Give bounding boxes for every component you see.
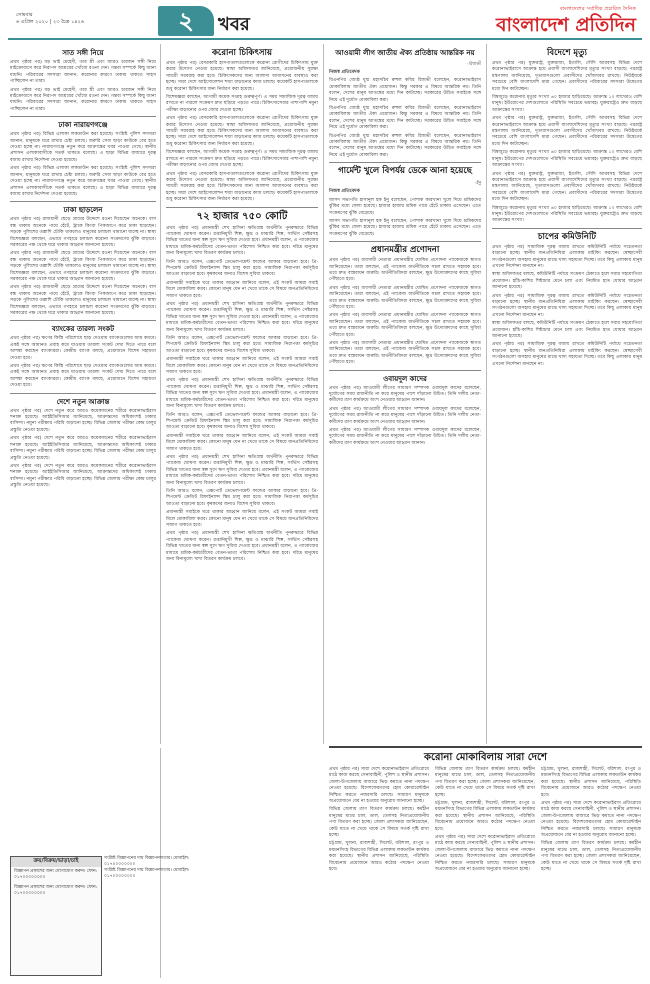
headline: করোনা মোকাবিলায় সারা দেশে — [424, 752, 547, 763]
article-text: বিএনপির জ্যেষ্ঠ যুগ্ম মহাসচিব রুহুল কবির রিজভী বলেছেন, করোনাভাইরাস মোকাবিলায় জাতীয় ঐক্য প্রয়োজন। কিন্তু সরকার এ বিষয়ে আন্তরিক নয়। তিনি বলেন, দেশের মানুষ আতঙ্কের মধ্যে দিন কাটাচ্ছে। সরকারের উচিত সবাইকে সঙ্গে নিয়ে এই দুর্যোগ মোকাবিলা করা। — [329, 106, 481, 131]
article-text: বিশ্বজুড়ে করোনায় মৃত্যুর সংখ্যা ৬০ হাজার ছাড়িয়েছে। আক্রান্ত ১০ লাখেরও বেশি মানুষ। ইউরোপের দেশগুলোতে পরিস্থিতি সবচেয়ে ভয়াবহ। যুক্তরাষ্ট্রেও দ্রুত বাড়ছে আক্রান্তের সংখ্যা। — [492, 95, 642, 113]
headline: দেশে নতুন আক্রান্ত — [56, 396, 110, 406]
article-text: প্রথম পৃষ্ঠার পর) যুক্তরাষ্ট্র, যুক্তরাজ্য, ইতালি, সৌদি আরবসহ বিভিন্ন দেশে করোনাভাইরাসে আক্রান্ত হয়ে প্রবাসী বাংলাদেশিদের মৃত্যুর সংখ্যা বাড়ছে। পররাষ্ট্র মন্ত্রণালয় জানিয়েছে, দূতাবাসগুলো প্রবাসীদের খোঁজখবর রাখছে। নিউইয়র্কে সবচেয়ে বেশি বাংলাদেশি মারা গেছেন। প্রবাসীদের পরিবারের সদস্যরা উদ্বেগের মধ্যে দিন কাটাচ্ছেন। — [492, 61, 642, 92]
bottom-article — [329, 750, 642, 976]
article-text: তিনি আরও বলেন, এক্সপোর্ট ডেভেলপমেন্ট ফান্ডের আকার বাড়ানো হবে। প্রি-শিপমেন্ট ক্রেডিট রিফাইন্যান্স স্কিম চালু করা হবে। সামাজিক নিরাপত্তা কর্মসূচির আওতা বাড়ানো হবে। কৃষকদের জন্যও বিশেষ সুবিধা থাকবে। — [166, 412, 318, 431]
divider — [329, 162, 481, 163]
headline: ৭২ হাজার ৭৫০ কোটি — [196, 210, 288, 222]
article-text: প্রথম পৃষ্ঠার পর) সামাজিক দূরত্ব বজায় রাখতে কমিউনিটি পর্যায়ে সচেতনতা বাড়ানো হচ্ছে। স্থানীয় জনপ্রতিনিধিরা এলাকায় মাইকিং করছেন। স্বেচ্ছাসেবী সংগঠনগুলো অসহায় মানুষের মাঝে খাদ্য সহায়তা দিচ্ছে। তবে কিছু এলাকায় মানুষ এখনো নির্দেশনা মানছেন না। — [492, 293, 642, 318]
article-text: প্রথম পৃষ্ঠার পর) রাজধানী ছেড়ে গ্রামের উদ্দেশে রওনা দিয়েছেন অনেকে। বাস বন্ধ থাকায় অনেকে পায়ে হেঁটে, ট্রাকে কিংবা পিকআপে করে ঢাকা ছাড়ছেন। সড়কে পুলিশের তল্লাশি চৌকি থাকলেও মানুষের চলাচল থামানো যাচ্ছে না। স্বাস্থ্য বিশেষজ্ঞরা বলছেন, এভাবে গণহারে চলাচল করোনা সংক্রমণের ঝুঁকি বাড়াবে। সরকারের পক্ষ থেকে ঘরে থাকার আহ্বান জানানো হয়েছে। — [10, 217, 156, 248]
article-text: প্রথম পৃষ্ঠার পর) আওয়ামী লীগের সাধারণ সম্পাদক ওবায়দুল কাদের বলেছেন, দুর্যোগের সময় রাজনীতি না করে মানুষের পাশে দাঁড়ানো উচিত। তিনি দলীয় নেতা-কর্মীদের ত্রাণ কার্যক্রমে অংশ নেওয়ার আহ্বান জানান। — [329, 428, 481, 446]
headline: গার্মেন্ট খুলে বিপর্যয় ডেকে আনা হয়েছে — [338, 166, 472, 177]
article-text: প্রথম পৃষ্ঠার পর) ব্যবসায়ী নেতারা প্রধানমন্ত্রীর ঘোষিত প্রণোদনা প্যাকেজকে স্বাগত জানিয়েছেন। তারা বলছেন, এই প্যাকেজ অর্থনীতিকে সচল রাখতে সহায়ক হবে। তবে দ্রুত বাস্তবায়ন জরুরি। অর্থনীতিবিদরা বলছেন, ক্ষুদ্র উদ্যোক্তাদের কাছে সুবিধা পৌঁছাতে হবে। — [329, 341, 481, 366]
column-divider — [323, 44, 324, 744]
ad-title: ক্রয়/বিক্রয়/ভাড়া/চাই — [11, 857, 101, 867]
article-text: প্রথম পৃষ্ঠার পর) দেশে নতুন করে আরও কয়েকজনের শরীরে করোনাভাইরাস শনাক্ত হয়েছে। আইইডিসিআর জানিয়েছে, আক্রান্তদের অধিকাংশই ঢাকার বাসিন্দা। নমুনা পরীক্ষার পরিধি বাড়ানো হচ্ছে। বিভিন্ন জেলায় পরীক্ষা কেন্দ্র চালুর প্রস্তুতি নেওয়া হয়েছে। — [10, 408, 156, 433]
headline: ঢাকা নারায়ণগঞ্জে — [58, 120, 108, 130]
divider — [329, 241, 481, 242]
article-text: জাসদ সভাপতি হাসানুল হক ইনু বলেছেন, পোশাক কারখানা খুলে দিয়ে শ্রমিকদের ঝুঁকির মধ্যে ফেলা হয়েছে। হাজার হাজার শ্রমিক পায়ে হেঁটে ঢাকায় এসেছেন। এতে সংক্রমণের ঝুঁকি বেড়েছে। — [329, 197, 481, 216]
article-text: প্রথম পৃষ্ঠার পর) বড় ভাই মেহেদী, তার স্ত্রী এবং আরও চারজন সঙ্গী নিয়ে মাইক্রোবাসে করে নিরাপদ আশ্রয়ের খোঁজে রওনা দেন। গন্তব্য সম্পর্কে কিছু জানা যায়নি। পরিবারের সদস্যরা জানান, করোনার কারণে ঢাকায় থাকতে সাহস পাচ্ছিলেন না তারা। — [10, 60, 156, 85]
bottom-subcolumn — [329, 767, 429, 876]
article-text: প্রথম পৃষ্ঠার পর) সামাজিক দূরত্ব বজায় রাখতে কমিউনিটি পর্যায়ে সচেতনতা বাড়ানো হচ্ছে। স্থানীয় জনপ্রতিনিধিরা এলাকায় মাইকিং করছেন। স্বেচ্ছাসেবী সংগঠনগুলো অসহায় মানুষের মাঝে খাদ্য সহায়তা দিচ্ছে। তবে কিছু এলাকায় মানুষ এখনো নির্দেশনা মানছেন না। — [492, 342, 642, 367]
ad-body: বিজ্ঞাপন প্রকাশের জন্য যোগাযোগ করুন। ফোন: ০১৭০০০০০০০০ — [14, 869, 98, 880]
article-text: প্রথম পৃষ্ঠার পর) আওয়ামী লীগের সাধারণ সম্পাদক ওবায়দুল কাদের বলেছেন, দুর্যোগের সময় রাজনীতি না করে মানুষের পাশে দাঁড়ানো উচিত। তিনি দলীয় নেতা-কর্মীদের ত্রাণ কার্যক্রমে অংশ নেওয়ার আহ্বান জানান। — [329, 406, 481, 425]
bottom-subcolumn — [435, 767, 535, 876]
article-text: প্রথম পৃষ্ঠার পর) বড় ভাই মেহেদী, তার স্ত্রী এবং আরও চারজন সঙ্গী নিয়ে মাইক্রোবাসে করে নিরাপদ আশ্রয়ের খোঁজে রওনা দেন। গন্তব্য সম্পর্কে কিছু জানা যায়নি। পরিবারের সদস্যরা জানান, করোনার কারণে ঢাকায় থাকতে সাহস পাচ্ছিলেন না তারা। — [10, 87, 156, 112]
article-text: প্রথম পৃষ্ঠার পর) সারা দেশে করোনাভাইরাস প্রতিরোধে মাঠে কাজ করছে সেনাবাহিনী, পুলিশ ও স্থানীয় প্রশাসন। জেলা-উপজেলায় বাজারে ভিড় কমাতে নানা পদক্ষেপ নেওয়া হয়েছে। বিদেশফেরতদের হোম কোয়ারেন্টাইন নিশ্চিত করতে নজরদারি চলছে। সাধারণ মানুষকে অপ্রয়োজনে বের না হওয়ার অনুরোধ জানানো হচ্ছে। — [435, 835, 535, 873]
logo-text: বাংলাদেশ প্রতিদিন — [495, 14, 636, 36]
column-4 — [492, 46, 642, 744]
article-text: প্রথম পৃষ্ঠার পর) রাজধানী ছেড়ে গ্রামের উদ্দেশে রওনা দিয়েছেন অনেকে। বাস বন্ধ থাকায় অনেকে পায়ে হেঁটে, ট্রাকে কিংবা পিকআপে করে ঢাকা ছাড়ছেন। সড়কে পুলিশের তল্লাশি চৌকি থাকলেও মানুষের চলাচল থামানো যাচ্ছে না। স্বাস্থ্য বিশেষজ্ঞরা বলছেন, এভাবে গণহারে চলাচল করোনা সংক্রমণের ঝুঁকি বাড়াবে। সরকারের পক্ষ থেকে ঘরে থাকার আহ্বান জানানো হয়েছে। — [10, 251, 156, 282]
masthead-rule — [8, 38, 642, 40]
headline: ওবায়দুল কাদের — [383, 373, 427, 383]
headline: প্রধানমন্ত্রীর প্রণোদনা — [370, 245, 440, 256]
article-text: প্রথম পৃষ্ঠার পর) ব্যবসায়ী নেতারা প্রধানমন্ত্রীর ঘোষিত প্রণোদনা প্যাকেজকে স্বাগত জানিয়েছেন। তারা বলছেন, এই প্যাকেজ অর্থনীতিকে সচল রাখতে সহায়ক হবে। তবে দ্রুত বাস্তবায়ন জরুরি। অর্থনীতিবিদরা বলছেন, ক্ষুদ্র উদ্যোক্তাদের কাছে সুবিধা পৌঁছাতে হবে। — [329, 258, 481, 283]
article-text: বিশ্বজুড়ে করোনায় মৃত্যুর সংখ্যা ৬০ হাজার ছাড়িয়েছে। আক্রান্ত ১০ লাখেরও বেশি মানুষ। ইউরোপের দেশগুলোতে পরিস্থিতি সবচেয়ে ভয়াবহ। যুক্তরাষ্ট্রেও দ্রুত বাড়ছে আক্রান্তের সংখ্যা। — [492, 205, 642, 224]
ad-fine-text: সংশ্লিষ্ট বিজ্ঞাপনের দায় বিজ্ঞাপনদাতার। মোবাইল: ০১৭০০০০০০০০ — [104, 856, 190, 867]
newspaper-logo — [496, 6, 636, 36]
article-text: প্রথম পৃষ্ঠার পর) প্রধানমন্ত্রী শেখ হাসিনা ক্ষতিগ্রস্ত অর্থনীতি পুনরুদ্ধারে বিভিন্ন প্যাকেজ ঘোষণা করেন। রপ্তানিমুখী শিল্প, ক্ষুদ্র ও মাঝারি শিল্প, সার্ভিস সেক্টরসহ বিভিন্ন খাতের জন্য স্বল্প সুদে ঋণ সুবিধা দেওয়া হবে। প্রধানমন্ত্রী বলেন, এ প্যাকেজের মাধ্যমে শ্রমিক-কর্মচারীদের বেতন-ভাতা পরিশোধ নিশ্চিত করা হবে। দরিদ্র মানুষের জন্য বিনামূল্যে খাদ্য বিতরণ কার্যক্রম চলবে। — [166, 454, 318, 486]
article-text: বিশেষজ্ঞরা বলছেন, আগামী কয়েক সপ্তাহ গুরুত্বপূর্ণ। এ সময় সামাজিক দূরত্ব বজায় রাখতে না পারলে সংক্রমণ দ্রুত ছড়িয়ে পড়তে পারে। চিকিৎসাসেবার পাশাপাশি নমুনা পরীক্ষা বাড়ানোর ওপর জোর দেওয়া হচ্ছে। — [166, 95, 318, 113]
article-text: তিনি আরও বলেন, এক্সপোর্ট ডেভেলপমেন্ট ফান্ডের আকার বাড়ানো হবে। প্রি-শিপমেন্ট ক্রেডিট রিফাইন্যান্স স্কিম চালু করা হবে। সামাজিক নিরাপত্তা কর্মসূচির আওতা বাড়ানো হবে। কৃষকদের জন্যও বিশেষ সুবিধা থাকবে। — [166, 488, 318, 507]
headline: বিদেশে মৃত্যু — [546, 48, 587, 58]
article-text: প্রধানমন্ত্রী সবাইকে ঘরে থাকার আহ্বান জানিয়ে বলেন, এই সংকট আমরা সবাই মিলে মোকাবিলা করব। কোনো মানুষ যেন না খেয়ে থাকে সে বিষয়ে জনপ্রতিনিধিদের সজাগ থাকতে হবে। — [166, 357, 318, 376]
article-text: প্রথম পৃষ্ঠার পর) সারা দেশে করোনাভাইরাস প্রতিরোধে মাঠে কাজ করছে সেনাবাহিনী, পুলিশ ও স্থানীয় প্রশাসন। জেলা-উপজেলায় বাজারে ভিড় কমাতে নানা পদক্ষেপ নেওয়া হয়েছে। বিদেশফেরতদের হোম কোয়ারেন্টাইন নিশ্চিত করতে নজরদারি চলছে। সাধারণ মানুষকে অপ্রয়োজনে বের না হওয়ার অনুরোধ জানানো হচ্ছে। — [541, 801, 641, 839]
article-text: বিভিন্ন জেলায় ত্রাণ বিতরণ কার্যক্রম চলছে। কর্মহীন মানুষের মাঝে চাল, ডাল, তেলসহ নিত্যপ্রয়োজনীয় পণ্য বিতরণ করা হচ্ছে। জেলা প্রশাসকরা জানিয়েছেন, কেউ যাতে না খেয়ে থাকে সে বিষয়ে সতর্ক দৃষ্টি রাখা হচ্ছে। — [541, 841, 641, 873]
article-text: প্রথম পৃষ্ঠার পর) দেশে নতুন করে আরও কয়েকজনের শরীরে করোনাভাইরাস শনাক্ত হয়েছে। আইইডিসিআর জানিয়েছে, আক্রান্তদের অধিকাংশই ঢাকার বাসিন্দা। নমুনা পরীক্ষার পরিধি বাড়ানো হচ্ছে। বিভিন্ন জেলায় পরীক্ষা কেন্দ্র চালুর প্রস্তুতি নেওয়া হয়েছে। — [10, 463, 156, 489]
article-text: প্রথম পৃষ্ঠার পর) ঋণের কিস্তি পরিশোধে ছাড় দেওয়ায় ব্যাংকগুলোর আয় কমবে। একই সঙ্গে আমানত প্রবাহ কমে যাওয়ায় তারল্য সংকট দেখা দিতে পারে বলে আশঙ্কা করছেন ব্যাংকাররা। কেন্দ্রীয় ব্যাংক বলছে, প্রয়োজনে বিশেষ সহায়তা দেওয়া হবে। — [10, 364, 156, 389]
headline: চাপের কমিউনিটি — [537, 231, 597, 242]
article-text: প্রথম পৃষ্ঠার পর) আওয়ামী লীগের সাধারণ সম্পাদক ওবায়দুল কাদের বলেছেন, দুর্যোগের সময় রাজনীতি না করে মানুষের পাশে দাঁড়ানো উচিত। তিনি দলীয় নেতা-কর্মীদের ত্রাণ কার্যক্রমে অংশ নেওয়ার আহ্বান জানান। — [329, 385, 481, 404]
article-text: প্রথম পৃষ্ঠার পর) প্রধানমন্ত্রী শেখ হাসিনা ক্ষতিগ্রস্ত অর্থনীতি পুনরুদ্ধারে বিভিন্ন প্যাকেজ ঘোষণা করেন। রপ্তানিমুখী শিল্প, ক্ষুদ্র ও মাঝারি শিল্প, সার্ভিস সেক্টরসহ বিভিন্ন খাতের জন্য স্বল্প সুদে ঋণ সুবিধা দেওয়া হবে। প্রধানমন্ত্রী বলেন, এ প্যাকেজের মাধ্যমে শ্রমিক-কর্মচারীদের বেতন-ভাতা পরিশোধ নিশ্চিত করা হবে। দরিদ্র মানুষের জন্য বিনামূল্যে খাদ্য বিতরণ কার্যক্রম চলবে। — [166, 531, 318, 563]
divider — [10, 320, 156, 321]
article-text: প্রথম পৃষ্ঠার পর) প্রধানমন্ত্রী শেখ হাসিনা ক্ষতিগ্রস্ত অর্থনীতি পুনরুদ্ধারে বিভিন্ন প্যাকেজ ঘোষণা করেন। রপ্তানিমুখী শিল্প, ক্ষুদ্র ও মাঝারি শিল্প, সার্ভিস সেক্টরসহ বিভিন্ন খাতের জন্য স্বল্প সুদে ঋণ সুবিধা দেওয়া হবে। প্রধানমন্ত্রী বলেন, এ প্যাকেজের মাধ্যমে শ্রমিক-কর্মচারীদের বেতন-ভাতা পরিশোধ নিশ্চিত করা হবে। দরিদ্র মানুষের জন্য বিনামূল্যে খাদ্য বিতরণ কার্যক্রম চলবে। — [166, 225, 318, 257]
article-text: প্রথম পৃষ্ঠার পর) যুক্তরাষ্ট্র, যুক্তরাজ্য, ইতালি, সৌদি আরবসহ বিভিন্ন দেশে করোনাভাইরাসে আক্রান্ত হয়ে প্রবাসী বাংলাদেশিদের মৃত্যুর সংখ্যা বাড়ছে। পররাষ্ট্র মন্ত্রণালয় জানিয়েছে, দূতাবাসগুলো প্রবাসীদের খোঁজখবর রাখছে। নিউইয়র্কে সবচেয়ে বেশি বাংলাদেশি মারা গেছেন। প্রবাসীদের পরিবারের সদস্যরা উদ্বেগের মধ্যে দিন কাটাচ্ছেন। — [492, 171, 642, 203]
column-1 — [10, 46, 156, 852]
masthead — [8, 6, 642, 40]
section-rule — [329, 746, 642, 748]
article-text: জাসদ সভাপতি হাসানুল হক ইনু বলেছেন, পোশাক কারখানা খুলে দিয়ে শ্রমিকদের ঝুঁকির মধ্যে ফেলা হয়েছে। হাজার হাজার শ্রমিক পায়ে হেঁটে ঢাকায় এসেছেন। এতে সংক্রমণের ঝুঁকি বেড়েছে। — [329, 218, 481, 237]
reporter: নিজস্ব প্রতিবেদক — [329, 70, 360, 75]
headline: সাত সঙ্গী নিয়ে — [62, 48, 104, 57]
headline: ঢাকা ছাড়লেন — [63, 205, 103, 215]
article-text: বিভিন্ন জেলায় ত্রাণ বিতরণ কার্যক্রম চলছে। কর্মহীন মানুষের মাঝে চাল, ডাল, তেলসহ নিত্যপ্রয়োজনীয় পণ্য বিতরণ করা হচ্ছে। জেলা প্রশাসকরা জানিয়েছেন, কেউ যাতে না খেয়ে থাকে সে বিষয়ে সতর্ক দৃষ্টি রাখা হচ্ছে। — [329, 807, 429, 839]
divider — [10, 201, 156, 202]
masthead-day: সোমবার — [16, 12, 33, 18]
divider — [10, 116, 156, 117]
article-text: প্রধানমন্ত্রী সবাইকে ঘরে থাকার আহ্বান জানিয়ে বলেন, এই সংকট আমরা সবাই মিলে মোকাবিলা করব। কোনো মানুষ যেন না খেয়ে থাকে সে বিষয়ে জনপ্রতিনিধিদের সজাগ থাকতে হবে। — [166, 510, 318, 528]
article-text: প্রথম পৃষ্ঠার পর) বিভিন্ন এলাকা লকডাউন করা হয়েছে। সংশ্লিষ্ট পুলিশ সদস্যরা জানান, মানুষকে ঘরে রাখার চেষ্টা চলছে। জরুরি সেবা ছাড়া কাউকে বের হতে দেওয়া হচ্ছে না। নারায়ণগঞ্জে নতুন করে আক্রান্তের খবর পাওয়া গেছে। স্থানীয় প্রশাসন এলাকাবাসীকে সতর্ক থাকতে বলেছে। এ ছাড়া বিভিন্ন বাজারে দূরত্ব বজায় রাখার নির্দেশনা দেওয়া হয়েছে। — [10, 166, 156, 197]
divider — [10, 393, 156, 394]
section-title: খবর — [218, 14, 250, 35]
column-divider — [486, 44, 487, 744]
masthead-date-block — [16, 12, 84, 26]
article-text: চট্টগ্রাম, খুলনা, রাজশাহী, সিলেট, বরিশাল, রংপুর ও ময়মনসিংহ বিভাগের বিভিন্ন এলাকায় লকডাউন কার্যকর করা হয়েছে। স্থানীয় প্রশাসন জানিয়েছে, পরিস্থিতি বিবেচনায় প্রয়োজনে আরও কঠোর পদক্ষেপ নেওয়া হবে। — [435, 801, 535, 832]
column-2 — [166, 46, 318, 976]
logo-tagline: বাংলাদেশের সর্বাধিক প্রচারিত দৈনিক — [559, 6, 636, 12]
article-text: প্রথম পৃষ্ঠার পর) যুক্তরাষ্ট্র, যুক্তরাজ্য, ইতালি, সৌদি আরবসহ বিভিন্ন দেশে করোনাভাইরাসে আক্রান্ত হয়ে প্রবাসী বাংলাদেশিদের মৃত্যুর সংখ্যা বাড়ছে। পররাষ্ট্র মন্ত্রণালয় জানিয়েছে, দূতাবাসগুলো প্রবাসীদের খোঁজখবর রাখছে। নিউইয়র্কে সবচেয়ে বেশি বাংলাদেশি মারা গেছেন। প্রবাসীদের পরিবারের সদস্যরা উদ্বেগের মধ্যে দিন কাটাচ্ছেন। — [492, 116, 642, 147]
article-text: চট্টগ্রাম, খুলনা, রাজশাহী, সিলেট, বরিশাল, রংপুর ও ময়মনসিংহ বিভাগের বিভিন্ন এলাকায় লকডাউন কার্যকর করা হয়েছে। স্থানীয় প্রশাসন জানিয়েছে, পরিস্থিতি বিবেচনায় প্রয়োজনে আরও কঠোর পদক্ষেপ নেওয়া হবে। — [329, 841, 429, 873]
article-text: বিভিন্ন জেলায় ত্রাণ বিতরণ কার্যক্রম চলছে। কর্মহীন মানুষের মাঝে চাল, ডাল, তেলসহ নিত্যপ্রয়োজনীয় পণ্য বিতরণ করা হচ্ছে। জেলা প্রশাসকরা জানিয়েছেন, কেউ যাতে না খেয়ে থাকে সে বিষয়ে সতর্ক দৃষ্টি রাখা হচ্ছে। — [435, 767, 535, 798]
article-text: তিনি আরও বলেন, এক্সপোর্ট ডেভেলপমেন্ট ফান্ডের আকার বাড়ানো হবে। প্রি-শিপমেন্ট ক্রেডিট রিফাইন্যান্স স্কিম চালু করা হবে। সামাজিক নিরাপত্তা কর্মসূচির আওতা বাড়ানো হবে। কৃষকদের জন্যও বিশেষ সুবিধা থাকবে। — [166, 336, 318, 354]
article-text: প্রথম পৃষ্ঠার পর) ব্যবসায়ী নেতারা প্রধানমন্ত্রীর ঘোষিত প্রণোদনা প্যাকেজকে স্বাগত জানিয়েছেন। তারা বলছেন, এই প্যাকেজ অর্থনীতিকে সচল রাখতে সহায়ক হবে। তবে দ্রুত বাস্তবায়ন জরুরি। অর্থনীতিবিদরা বলছেন, ক্ষুদ্র উদ্যোক্তাদের কাছে সুবিধা পৌঁছাতে হবে। — [329, 285, 481, 310]
article-text: চট্টগ্রাম, খুলনা, রাজশাহী, সিলেট, বরিশাল, রংপুর ও ময়মনসিংহ বিভাগের বিভিন্ন এলাকায় লকডাউন কার্যকর করা হয়েছে। স্থানীয় প্রশাসন জানিয়েছে, পরিস্থিতি বিবেচনায় প্রয়োজনে আরও কঠোর পদক্ষেপ নেওয়া হবে। — [541, 767, 641, 798]
article-text: বিশ্বজুড়ে করোনায় মৃত্যুর সংখ্যা ৬০ হাজার ছাড়িয়েছে। আক্রান্ত ১০ লাখেরও বেশি মানুষ। ইউরোপের দেশগুলোতে পরিস্থিতি সবচেয়ে ভয়াবহ। যুক্তরাষ্ট্রেও দ্রুত বাড়ছে আক্রান্তের সংখ্যা। — [492, 150, 642, 169]
divider — [492, 228, 642, 229]
article-text: প্রথম পৃষ্ঠার পর) রাজধানী ছেড়ে গ্রামের উদ্দেশে রওনা দিয়েছেন অনেকে। বাস বন্ধ থাকায় অনেকে পায়ে হেঁটে, ট্রাকে কিংবা পিকআপে করে ঢাকা ছাড়ছেন। সড়কে পুলিশের তল্লাশি চৌকি থাকলেও মানুষের চলাচল থামানো যাচ্ছে না। স্বাস্থ্য বিশেষজ্ঞরা বলছেন, এভাবে গণহারে চলাচল করোনা সংক্রমণের ঝুঁকি বাড়াবে। সরকারের পক্ষ থেকে ঘরে থাকার আহ্বান জানানো হয়েছে। — [10, 285, 156, 316]
article-text: প্রধানমন্ত্রী সবাইকে ঘরে থাকার আহ্বান জানিয়ে বলেন, এই সংকট আমরা সবাই মিলে মোকাবিলা করব। কোনো মানুষ যেন না খেয়ে থাকে সে বিষয়ে জনপ্রতিনিধিদের সজাগ থাকতে হবে। — [166, 433, 318, 452]
masthead-date: ৬ এপ্রিল ২০২০ | ২৩ চৈত্র ১৪২৬ — [16, 19, 85, 25]
article-text: প্রথম পৃষ্ঠার পর) দেশে নতুন করে আরও কয়েকজনের শরীরে করোনাভাইরাস শনাক্ত হয়েছে। আইইডিসিআর জানিয়েছে, আক্রান্তদের অধিকাংশই ঢাকার বাসিন্দা। নমুনা পরীক্ষার পরিধি বাড়ানো হচ্ছে। বিভিন্ন জেলায় পরীক্ষা কেন্দ্র চালুর প্রস্তুতি নেওয়া হয়েছে। — [10, 436, 156, 461]
article-text: প্রধানমন্ত্রী সবাইকে ঘরে থাকার আহ্বান জানিয়ে বলেন, এই সংকট আমরা সবাই মিলে মোকাবিলা করব। কোনো মানুষ যেন না খেয়ে থাকে সে বিষয়ে জনপ্রতিনিধিদের সজাগ থাকতে হবে। — [166, 280, 318, 299]
article-text: বিএনপির জ্যেষ্ঠ যুগ্ম মহাসচিব রুহুল কবির রিজভী বলেছেন, করোনাভাইরাস মোকাবিলায় জাতীয় ঐক্য প্রয়োজন। কিন্তু সরকার এ বিষয়ে আন্তরিক নয়। তিনি বলেন, দেশের মানুষ আতঙ্কের মধ্যে দিন কাটাচ্ছে। সরকারের উচিত সবাইকে সঙ্গে নিয়ে এই দুর্যোগ মোকাবিলা করা। — [329, 78, 481, 103]
byline: -ইনু — [474, 181, 481, 187]
divider — [166, 207, 318, 208]
article-text: প্রথম পৃষ্ঠার পর) বেসরকারি হাসপাতালগুলোকে করোনা রোগীদের চিকিৎসায় যুক্ত করার উদ্যোগ নেওয়া হয়েছে। স্বাস্থ্য অধিদফতর জানিয়েছে, প্রয়োজনীয় সুরক্ষা সামগ্রী সরবরাহ করা হবে। চিকিৎসকদের জন্য আলাদা আবাসনের ব্যবস্থাও করা হচ্ছে। সারা দেশে আইসোলেশন শয্যা বাড়ানোর কাজ চলছে। কয়েকটি হাসপাতালকে শুধু করোনা চিকিৎসার জন্য নির্ধারণ করা হয়েছে। — [166, 116, 318, 147]
article-text: স্বাস্থ্য অধিদফতর বলছে, কমিউনিটি পর্যায়ে সংক্রমণ ঠেকাতে হলে সবার সহযোগিতা প্রয়োজন। হাঁচি-কাশির শিষ্টাচার মেনে চলা এবং নিয়মিত হাত ধোয়ার আহ্বান জানানো হয়েছে। — [492, 321, 642, 340]
bottom-article-columns — [329, 767, 642, 876]
article-text: প্রথম পৃষ্ঠার পর) প্রধানমন্ত্রী শেখ হাসিনা ক্ষতিগ্রস্ত অর্থনীতি পুনরুদ্ধারে বিভিন্ন প্যাকেজ ঘোষণা করেন। রপ্তানিমুখী শিল্প, ক্ষুদ্র ও মাঝারি শিল্প, সার্ভিস সেক্টরসহ বিভিন্ন খাতের জন্য স্বল্প সুদে ঋণ সুবিধা দেওয়া হবে। প্রধানমন্ত্রী বলেন, এ প্যাকেজের মাধ্যমে শ্রমিক-কর্মচারীদের বেতন-ভাতা পরিশোধ নিশ্চিত করা হবে। দরিদ্র মানুষের জন্য বিনামূল্যে খাদ্য বিতরণ কার্যক্রম চলবে। — [166, 302, 318, 333]
article-text: প্রথম পৃষ্ঠার পর) ঋণের কিস্তি পরিশোধে ছাড় দেওয়ায় ব্যাংকগুলোর আয় কমবে। একই সঙ্গে আমানত প্রবাহ কমে যাওয়ায় তারল্য সংকট দেখা দিতে পারে বলে আশঙ্কা করছেন ব্যাংকাররা। কেন্দ্রীয় ব্যাংক বলছে, প্রয়োজনে বিশেষ সহায়তা দেওয়া হবে। — [10, 336, 156, 361]
ad-body: বিজ্ঞাপন প্রকাশের জন্য যোগাযোগ করুন। ফোন: ০১৭০০০০০০০০ — [14, 885, 98, 896]
bottom-subcolumn — [541, 767, 641, 876]
article-text: বিশেষজ্ঞরা বলছেন, আগামী কয়েক সপ্তাহ গুরুত্বপূর্ণ। এ সময় সামাজিক দূরত্ব বজায় রাখতে না পারলে সংক্রমণ দ্রুত ছড়িয়ে পড়তে পারে। চিকিৎসাসেবার পাশাপাশি নমুনা পরীক্ষা বাড়ানোর ওপর জোর দেওয়া হচ্ছে। — [166, 150, 318, 169]
headline: করোনা চিকিৎসায় — [211, 48, 273, 58]
classified-ad-box — [10, 856, 102, 976]
headline: ব্যাংকের তারল্য সংকট — [51, 324, 115, 334]
headline: আওয়ামী লীগ জাতীয় ঐক্য প্রতিষ্ঠায় আন্তরিক নয় — [335, 48, 475, 57]
article-text: প্রথম পৃষ্ঠার পর) বেসরকারি হাসপাতালগুলোকে করোনা রোগীদের চিকিৎসায় যুক্ত করার উদ্যোগ নেওয়া হয়েছে। স্বাস্থ্য অধিদফতর জানিয়েছে, প্রয়োজনীয় সুরক্ষা সামগ্রী সরবরাহ করা হবে। চিকিৎসকদের জন্য আলাদা আবাসনের ব্যবস্থাও করা হচ্ছে। সারা দেশে আইসোলেশন শয্যা বাড়ানোর কাজ চলছে। কয়েকটি হাসপাতালকে শুধু করোনা চিকিৎসার জন্য নির্ধারণ করা হয়েছে। — [166, 61, 318, 92]
article-text: প্রথম পৃষ্ঠার পর) সামাজিক দূরত্ব বজায় রাখতে কমিউনিটি পর্যায়ে সচেতনতা বাড়ানো হচ্ছে। স্থানীয় জনপ্রতিনিধিরা এলাকায় মাইকিং করছেন। স্বেচ্ছাসেবী সংগঠনগুলো অসহায় মানুষের মাঝে খাদ্য সহায়তা দিচ্ছে। তবে কিছু এলাকায় মানুষ এখনো নির্দেশনা মানছেন না। — [492, 244, 642, 269]
article-text: তিনি আরও বলেন, এক্সপোর্ট ডেভেলপমেন্ট ফান্ডের আকার বাড়ানো হবে। প্রি-শিপমেন্ট ক্রেডিট রিফাইন্যান্স স্কিম চালু করা হবে। সামাজিক নিরাপত্তা কর্মসূচির আওতা বাড়ানো হবে। কৃষকদের জন্যও বিশেষ সুবিধা থাকবে। — [166, 259, 318, 278]
article-text: স্বাস্থ্য অধিদফতর বলছে, কমিউনিটি পর্যায়ে সংক্রমণ ঠেকাতে হলে সবার সহযোগিতা প্রয়োজন। হাঁচি-কাশির শিষ্টাচার মেনে চলা এবং নিয়মিত হাত ধোয়ার আহ্বান জানানো হয়েছে। — [492, 272, 642, 291]
page-number-badge: ২ — [158, 6, 214, 36]
article-text: প্রথম পৃষ্ঠার পর) সারা দেশে করোনাভাইরাস প্রতিরোধে মাঠে কাজ করছে সেনাবাহিনী, পুলিশ ও স্থানীয় প্রশাসন। জেলা-উপজেলায় বাজারে ভিড় কমাতে নানা পদক্ষেপ নেওয়া হয়েছে। বিদেশফেরতদের হোম কোয়ারেন্টাইন নিশ্চিত করতে নজরদারি চলছে। সাধারণ মানুষকে অপ্রয়োজনে বের না হওয়ার অনুরোধ জানানো হচ্ছে। — [329, 767, 429, 805]
article-text: প্রথম পৃষ্ঠার পর) ব্যবসায়ী নেতারা প্রধানমন্ত্রীর ঘোষিত প্রণোদনা প্যাকেজকে স্বাগত জানিয়েছেন। তারা বলছেন, এই প্যাকেজ অর্থনীতিকে সচল রাখতে সহায়ক হবে। তবে দ্রুত বাস্তবায়ন জরুরি। অর্থনীতিবিদরা বলছেন, ক্ষুদ্র উদ্যোক্তাদের কাছে সুবিধা পৌঁছাতে হবে। — [329, 313, 481, 338]
article-text: প্রথম পৃষ্ঠার পর) প্রধানমন্ত্রী শেখ হাসিনা ক্ষতিগ্রস্ত অর্থনীতি পুনরুদ্ধারে বিভিন্ন প্যাকেজ ঘোষণা করেন। রপ্তানিমুখী শিল্প, ক্ষুদ্র ও মাঝারি শিল্প, সার্ভিস সেক্টরসহ বিভিন্ন খাতের জন্য স্বল্প সুদে ঋণ সুবিধা দেওয়া হবে। প্রধানমন্ত্রী বলেন, এ প্যাকেজের মাধ্যমে শ্রমিক-কর্মচারীদের বেতন-ভাতা পরিশোধ নিশ্চিত করা হবে। দরিদ্র মানুষের জন্য বিনামূল্যে খাদ্য বিতরণ কার্যক্রম চলবে। — [166, 378, 318, 410]
column-3 — [329, 46, 481, 744]
article-text: প্রথম পৃষ্ঠার পর) বেসরকারি হাসপাতালগুলোকে করোনা রোগীদের চিকিৎসায় যুক্ত করার উদ্যোগ নেওয়া হয়েছে। স্বাস্থ্য অধিদফতর জানিয়েছে, প্রয়োজনীয় সুরক্ষা সামগ্রী সরবরাহ করা হবে। চিকিৎসকদের জন্য আলাদা আবাসনের ব্যবস্থাও করা হচ্ছে। সারা দেশে আইসোলেশন শয্যা বাড়ানোর কাজ চলছে। কয়েকটি হাসপাতালকে শুধু করোনা চিকিৎসার জন্য নির্ধারণ করা হয়েছে। — [166, 171, 318, 203]
column-divider — [160, 44, 161, 744]
divider — [329, 370, 481, 371]
article-text: প্রথম পৃষ্ঠার পর) বিভিন্ন এলাকা লকডাউন করা হয়েছে। সংশ্লিষ্ট পুলিশ সদস্যরা জানান, মানুষকে ঘরে রাখার চেষ্টা চলছে। জরুরি সেবা ছাড়া কাউকে বের হতে দেওয়া হচ্ছে না। নারায়ণগঞ্জে নতুন করে আক্রান্তের খবর পাওয়া গেছে। স্থানীয় প্রশাসন এলাকাবাসীকে সতর্ক থাকতে বলেছে। এ ছাড়া বিভিন্ন বাজারে দূরত্ব বজায় রাখার নির্দেশনা দেওয়া হয়েছে। — [10, 132, 156, 163]
byline: -রিজভী — [466, 62, 481, 67]
reporter: নিজস্ব প্রতিবেদক — [329, 189, 360, 195]
article-text: বিএনপির জ্যেষ্ঠ যুগ্ম মহাসচিব রুহুল কবির রিজভী বলেছেন, করোনাভাইরাস মোকাবিলায় জাতীয় ঐক্য প্রয়োজন। কিন্তু সরকার এ বিষয়ে আন্তরিক নয়। তিনি বলেন, দেশের মানুষ আতঙ্কের মধ্যে দিন কাটাচ্ছে। সরকারের উচিত সবাইকে সঙ্গে নিয়ে এই দুর্যোগ মোকাবিলা করা। — [329, 133, 481, 158]
ad-fine-text: সংশ্লিষ্ট বিজ্ঞাপনের দায় বিজ্ঞাপনদাতার। মোবাইল: ০১৭০০০০০০০০ — [104, 868, 190, 879]
